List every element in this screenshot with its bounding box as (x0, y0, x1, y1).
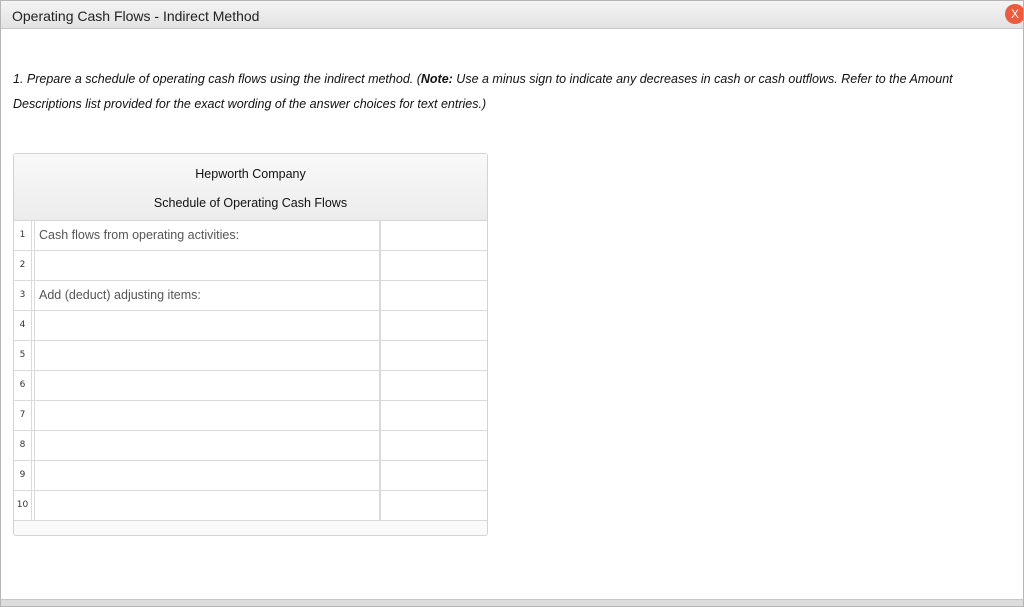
label-cell[interactable]: Cash flows from operating activities: (34, 221, 380, 250)
row-number: 3 (14, 281, 32, 310)
note-label: Note: (420, 72, 453, 86)
table-row (14, 491, 487, 521)
table-row (14, 431, 487, 461)
table-row (14, 371, 487, 401)
amount-cell[interactable] (380, 431, 487, 460)
table-row (14, 251, 487, 281)
amount-cell[interactable] (380, 281, 487, 310)
amount-cell[interactable] (380, 311, 487, 340)
table-row (14, 401, 487, 431)
label-cell[interactable] (34, 491, 380, 520)
amount-cell[interactable] (380, 461, 487, 490)
row-number: 7 (14, 401, 32, 430)
amount-cell[interactable] (380, 491, 487, 520)
close-button[interactable] (1005, 4, 1024, 24)
schedule-header (14, 154, 487, 221)
amount-cell[interactable] (380, 251, 487, 280)
schedule-rows (14, 221, 487, 521)
footer-bar (1, 599, 1024, 606)
row-number: 2 (14, 251, 32, 280)
title-bar (1, 1, 1023, 29)
close-icon: X (1010, 7, 1019, 21)
amount-cell[interactable] (380, 341, 487, 370)
label-cell[interactable] (34, 461, 380, 490)
schedule-table (13, 153, 488, 536)
row-number: 4 (14, 311, 32, 340)
window-title: Operating Cash Flows - Indirect Method (12, 8, 260, 24)
instructions-part1: 1. Prepare a schedule of operating cash flows using the indirect method. ( (13, 72, 421, 86)
row-number: 5 (14, 341, 32, 370)
instructions-part2: Use a minus sign to indicate any decreases in cash or cash outflows. Refer to the Amount Descriptions list provided for the exact wording of the answer choices for text entries.) (13, 72, 953, 111)
row-number: 9 (14, 461, 32, 490)
amount-cell[interactable] (380, 221, 487, 250)
instructions-text (13, 67, 1023, 117)
row-number: 10 (14, 491, 32, 520)
label-cell[interactable] (34, 311, 380, 340)
table-row (14, 221, 487, 251)
amount-cell[interactable] (380, 371, 487, 400)
label-cell[interactable]: Add (deduct) adjusting items: (34, 281, 380, 310)
row-number: 1 (14, 221, 32, 250)
table-row (14, 341, 487, 371)
row-number: 6 (14, 371, 32, 400)
label-cell[interactable] (34, 341, 380, 370)
amount-cell[interactable] (380, 401, 487, 430)
row-number: 8 (14, 431, 32, 460)
company-name: Hepworth Company (195, 167, 306, 181)
table-row (14, 461, 487, 491)
table-row (14, 311, 487, 341)
label-cell[interactable] (34, 251, 380, 280)
label-cell[interactable] (34, 431, 380, 460)
label-cell[interactable] (34, 371, 380, 400)
table-row (14, 281, 487, 311)
schedule-title: Schedule of Operating Cash Flows (153, 196, 348, 210)
label-cell[interactable] (34, 401, 380, 430)
